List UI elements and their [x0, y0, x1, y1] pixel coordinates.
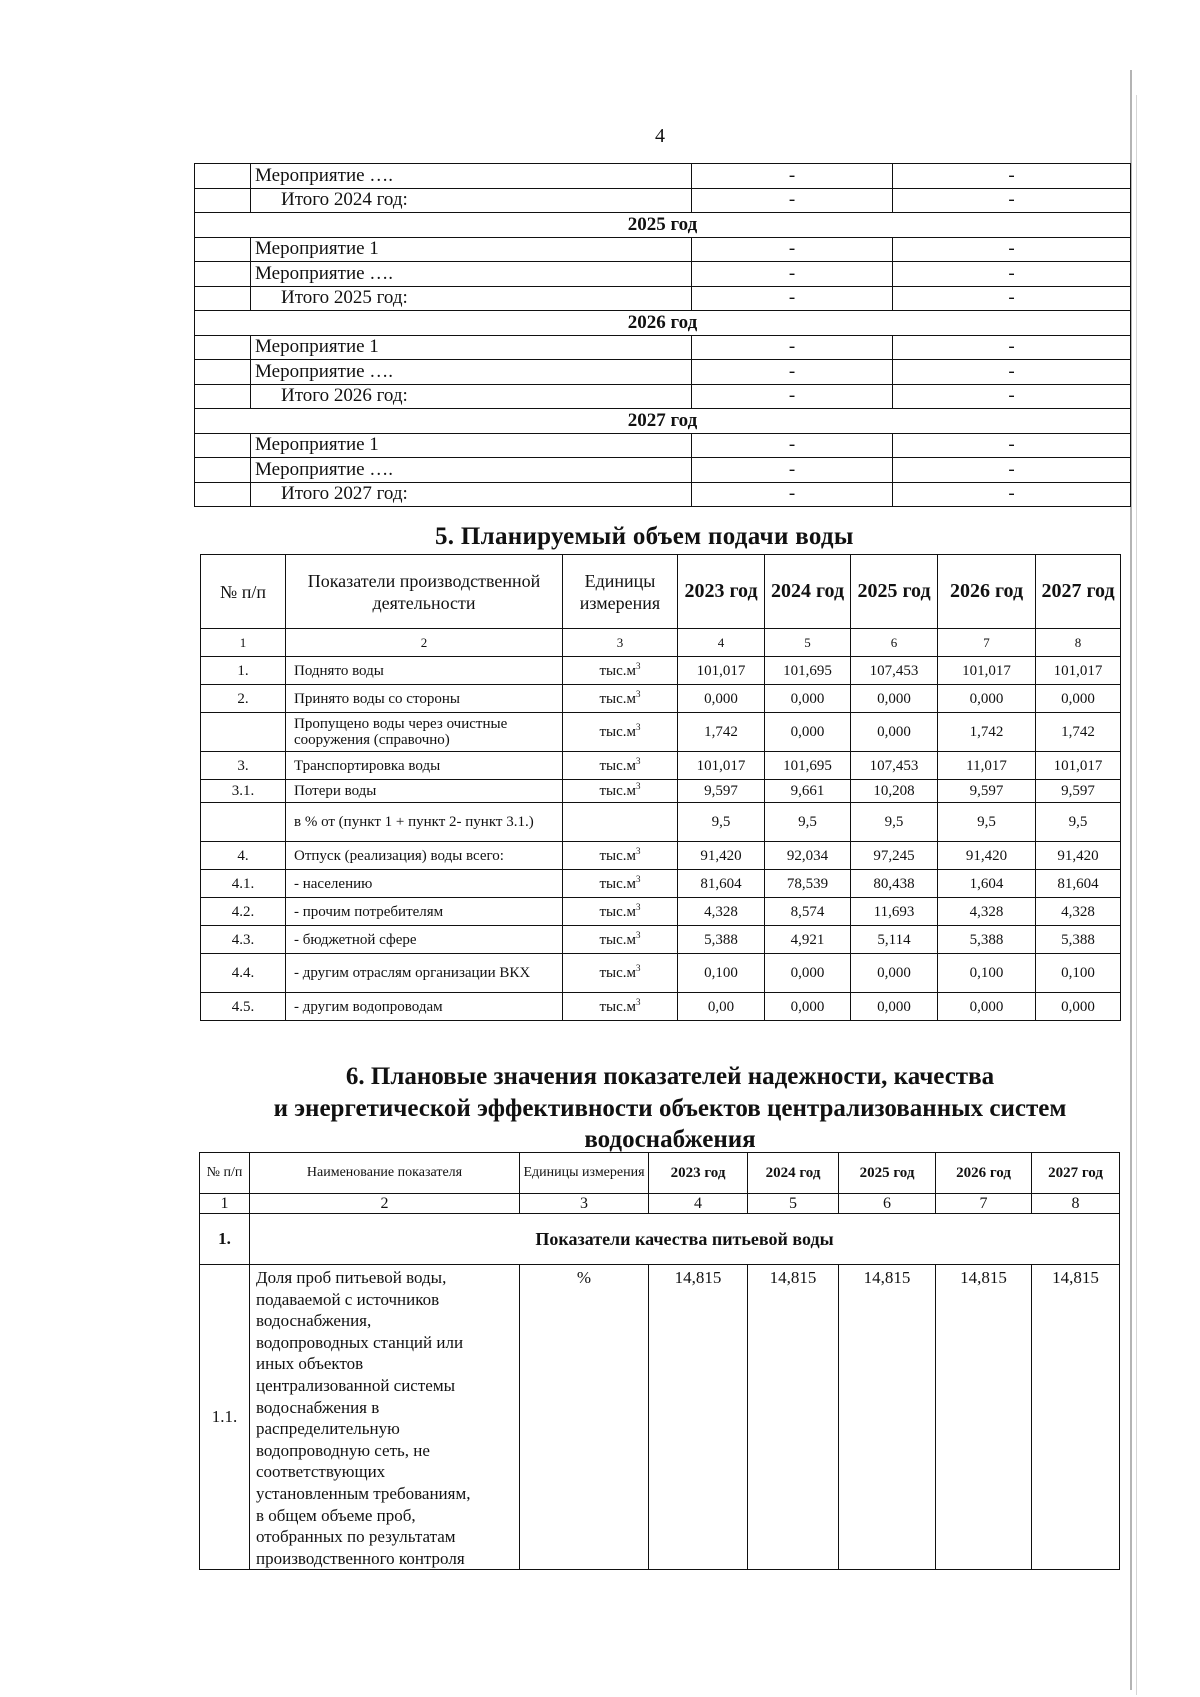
year-header-row: [195, 409, 1131, 434]
ind-index-cell: 8: [1032, 1194, 1120, 1214]
activity-row: [195, 164, 1131, 189]
activity-row: [195, 237, 1131, 262]
value-2027: 0,000: [1036, 685, 1121, 713]
ind-data-row: [200, 1265, 1120, 1570]
activity-name: Мероприятие ….: [251, 360, 692, 385]
value-2026: 11,017: [938, 752, 1036, 780]
value-2026: 4,328: [938, 898, 1036, 926]
description-line: Доля проб питьевой воды,: [256, 1268, 447, 1287]
value-2023: 81,604: [678, 870, 765, 898]
value-2026: 9,5: [938, 803, 1036, 842]
value-2025: 5,114: [851, 926, 938, 954]
activity-name: Мероприятие 1: [251, 433, 692, 458]
table-row: [201, 954, 1121, 993]
year-label: 2025 год: [195, 213, 1131, 238]
row-number: 4.: [201, 842, 286, 870]
row-label: Пропущено воды через очистные сооружения (справочно): [286, 713, 563, 752]
row-label: Потери воды: [286, 780, 563, 803]
activity-value-2: -: [893, 286, 1131, 311]
table-row: [201, 898, 1121, 926]
unit-superscript: 3: [636, 873, 641, 884]
activities-table: [194, 163, 1131, 507]
page-number: 4: [655, 125, 665, 147]
activity-value-1: -: [692, 482, 893, 507]
value-2023: 101,017: [678, 752, 765, 780]
row-unit: [563, 954, 678, 993]
ind-value-2024: 14,815: [748, 1265, 839, 1570]
row-label: в % от (пункт 1 + пункт 2- пункт 3.1.): [286, 803, 563, 842]
section-6-heading-line1: 6. Плановые значения показателей надежности, качества: [345, 1063, 995, 1090]
activity-row: [195, 458, 1131, 483]
unit-superscript: 3: [636, 755, 641, 766]
ind-col-header-unit: Единицы измерения: [520, 1153, 649, 1194]
ind-index-cell: 7: [936, 1194, 1032, 1214]
activity-value-2: -: [893, 188, 1131, 213]
table-row: [201, 713, 1121, 752]
description-line: в общем объеме проб,: [256, 1505, 416, 1525]
value-2025: 107,453: [851, 752, 938, 780]
value-2025: 0,000: [851, 713, 938, 752]
row-number: 2.: [201, 685, 286, 713]
unit-text: тыс.м: [599, 757, 637, 774]
ind-section-number: 1.: [200, 1214, 250, 1265]
row-label: - прочим потребителям: [286, 898, 563, 926]
value-2023: 0,00: [678, 993, 765, 1021]
row-label: Отпуск (реализация) воды всего:: [286, 842, 563, 870]
row-unit: [563, 993, 678, 1021]
value-2023: 4,328: [678, 898, 765, 926]
unit-text: тыс.м: [599, 875, 637, 892]
row-unit: [563, 898, 678, 926]
ind-index-cell: 3: [520, 1194, 649, 1214]
activity-value-2: -: [893, 384, 1131, 409]
activity-name: Мероприятие 1: [251, 335, 692, 360]
activity-name: Мероприятие ….: [251, 458, 692, 483]
ind-col-header-name: Наименование показателя: [250, 1153, 520, 1194]
value-2026: 0,000: [938, 993, 1036, 1021]
unit-text: тыс.м: [599, 903, 637, 920]
value-2023: 9,5: [678, 803, 765, 842]
description-line: соответствующих: [256, 1462, 386, 1482]
ind-value-2025: 14,815: [839, 1265, 936, 1570]
row-number: 4.4.: [201, 954, 286, 993]
activity-name: Мероприятие ….: [251, 164, 692, 189]
col-header-num: № п/п: [201, 555, 286, 629]
value-2027: 101,017: [1036, 657, 1121, 685]
unit-superscript: 3: [636, 901, 641, 912]
value-2023: 1,742: [678, 713, 765, 752]
row-number: 4.1.: [201, 870, 286, 898]
value-2026: 0,000: [938, 685, 1036, 713]
ind-section-title: Показатели качества питьевой воды: [250, 1214, 1120, 1265]
value-2026: 91,420: [938, 842, 1036, 870]
section-6-heading-line3: водоснабжения: [584, 1126, 756, 1153]
activity-value-1: -: [692, 164, 893, 189]
ind-col-header-2024: 2024 год: [748, 1153, 839, 1194]
value-2027: 9,597: [1036, 780, 1121, 803]
ind-row-description: [250, 1265, 520, 1570]
activity-value-1: -: [692, 237, 893, 262]
row-label: Поднято воды: [286, 657, 563, 685]
description-line: установленным требованиям,: [256, 1483, 471, 1503]
year-total-row: [195, 482, 1131, 507]
ind-col-header-2025: 2025 год: [839, 1153, 936, 1194]
value-2027: 4,328: [1036, 898, 1121, 926]
ind-index-row: [200, 1194, 1120, 1214]
value-2027: 9,5: [1036, 803, 1121, 842]
total-label: Итого 2026 год:: [251, 384, 692, 409]
value-2027: 1,742: [1036, 713, 1121, 752]
activity-num-cell: [195, 335, 251, 360]
activity-value-1: -: [692, 433, 893, 458]
col-header-unit: Единицы измерения: [563, 555, 678, 629]
ind-value-2027: 14,815: [1032, 1265, 1120, 1570]
year-total-row: [195, 384, 1131, 409]
col-header-2024: 2024 год: [765, 555, 851, 629]
row-number: 1.: [201, 657, 286, 685]
value-2024: 0,000: [765, 993, 851, 1021]
unit-text: тыс.м: [599, 847, 637, 864]
ind-row-number: 1.1.: [200, 1265, 250, 1570]
total-label: Итого 2024 год:: [251, 188, 692, 213]
row-unit: [563, 657, 678, 685]
activity-row: [195, 262, 1131, 287]
col-header-2025: 2025 год: [851, 555, 938, 629]
year-total-row: [195, 286, 1131, 311]
unit-superscript: 3: [636, 722, 641, 732]
description-line: производственного контроля: [256, 1548, 465, 1568]
year-total-row: [195, 188, 1131, 213]
activity-num-cell: [195, 262, 251, 287]
value-2025: 80,438: [851, 870, 938, 898]
value-2026: 9,597: [938, 780, 1036, 803]
activity-value-1: -: [692, 262, 893, 287]
value-2025: 107,453: [851, 657, 938, 685]
value-2024: 0,000: [765, 954, 851, 993]
total-label: Итого 2025 год:: [251, 286, 692, 311]
index-cell: 7: [938, 629, 1036, 657]
index-row: [201, 629, 1121, 657]
year-label: 2026 год: [195, 311, 1131, 336]
value-2026: 0,100: [938, 954, 1036, 993]
unit-superscript: 3: [636, 929, 641, 940]
table-row: [201, 870, 1121, 898]
value-2026: 1,604: [938, 870, 1036, 898]
unit-text: тыс.м: [599, 690, 637, 707]
activity-value-2: -: [893, 335, 1131, 360]
activity-value-2: -: [893, 262, 1131, 287]
value-2023: 0,100: [678, 954, 765, 993]
activity-value-2: -: [893, 458, 1131, 483]
row-number: 4.5.: [201, 993, 286, 1021]
activity-value-2: -: [893, 360, 1131, 385]
value-2025: 10,208: [851, 780, 938, 803]
activity-num-cell: [195, 286, 251, 311]
row-number: 3.1.: [201, 780, 286, 803]
table-row: [201, 926, 1121, 954]
unit-text: тыс.м: [599, 965, 637, 981]
row-unit: [563, 870, 678, 898]
unit-text: тыс.м: [599, 662, 637, 679]
unit-text: тыс.м: [599, 931, 637, 948]
row-label: - бюджетной сфере: [286, 926, 563, 954]
value-2026: 5,388: [938, 926, 1036, 954]
activity-num-cell: [195, 237, 251, 262]
year-header-row: [195, 311, 1131, 336]
col-header-indicator: Показатели производственной деятельности: [286, 555, 563, 629]
row-number: 4.3.: [201, 926, 286, 954]
row-unit: [563, 780, 678, 803]
unit-superscript: 3: [636, 845, 641, 856]
ind-section-row: [200, 1214, 1120, 1265]
value-2025: 97,245: [851, 842, 938, 870]
row-label: - другим отраслям организации ВКХ: [286, 954, 563, 993]
ind-col-header-num: № п/п: [200, 1153, 250, 1194]
section-5-heading: 5. Планируемый объем подачи воды: [435, 523, 854, 550]
index-cell: 8: [1036, 629, 1121, 657]
activity-row: [195, 433, 1131, 458]
col-header-2026: 2026 год: [938, 555, 1036, 629]
value-2024: 78,539: [765, 870, 851, 898]
activity-value-2: -: [893, 433, 1131, 458]
index-cell: 2: [286, 629, 563, 657]
ind-row-unit: %: [520, 1265, 649, 1570]
description-line: водопроводную сеть, не: [256, 1440, 430, 1460]
index-cell: 3: [563, 629, 678, 657]
unit-text: тыс.м: [599, 783, 637, 799]
value-2024: 0,000: [765, 713, 851, 752]
activity-value-1: -: [692, 335, 893, 360]
value-2024: 101,695: [765, 657, 851, 685]
value-2023: 91,420: [678, 842, 765, 870]
value-2026: 1,742: [938, 713, 1036, 752]
ind-index-cell: 4: [649, 1194, 748, 1214]
section-6-heading-line2: и энергетической эффективности объектов централизованных систем: [273, 1095, 1067, 1122]
row-number: 4.2.: [201, 898, 286, 926]
unit-superscript: 3: [636, 781, 641, 791]
value-2023: 9,597: [678, 780, 765, 803]
description-line: водоснабжения,: [256, 1311, 372, 1331]
value-2023: 101,017: [678, 657, 765, 685]
total-label: Итого 2027 год:: [251, 482, 692, 507]
row-number: [201, 803, 286, 842]
unit-text: тыс.м: [599, 724, 637, 740]
value-2027: 5,388: [1036, 926, 1121, 954]
description-line: водопроводных станций или: [256, 1332, 464, 1352]
description-line: водоснабжения в: [256, 1397, 380, 1417]
activity-value-1: -: [692, 188, 893, 213]
value-2024: 0,000: [765, 685, 851, 713]
value-2024: 8,574: [765, 898, 851, 926]
value-2025: 9,5: [851, 803, 938, 842]
row-number: 3.: [201, 752, 286, 780]
table-row: [201, 993, 1121, 1021]
table-row: [201, 780, 1121, 803]
row-unit: [563, 713, 678, 752]
activity-value-2: -: [893, 482, 1131, 507]
activity-name: Мероприятие 1: [251, 237, 692, 262]
table-row: [201, 752, 1121, 780]
ind-col-header-2023: 2023 год: [649, 1153, 748, 1194]
unit-superscript: 3: [636, 963, 641, 973]
description-line: распределительную: [256, 1419, 400, 1439]
row-label: Принято воды со стороны: [286, 685, 563, 713]
row-label: Транспортировка воды: [286, 752, 563, 780]
row-unit: [563, 803, 678, 842]
activity-value-2: -: [893, 164, 1131, 189]
index-cell: 6: [851, 629, 938, 657]
ind-col-header-2026: 2026 год: [936, 1153, 1032, 1194]
index-cell: 1: [201, 629, 286, 657]
indicators-table: [199, 1152, 1120, 1570]
index-cell: 5: [765, 629, 851, 657]
value-2027: 101,017: [1036, 752, 1121, 780]
unit-superscript: 3: [636, 688, 641, 699]
ind-index-cell: 5: [748, 1194, 839, 1214]
row-unit: [563, 752, 678, 780]
row-unit: [563, 842, 678, 870]
activity-num-cell: [195, 188, 251, 213]
activity-num-cell: [195, 458, 251, 483]
row-number: [201, 713, 286, 752]
value-2027: 0,000: [1036, 993, 1121, 1021]
table-row: [201, 803, 1121, 842]
activity-row: [195, 360, 1131, 385]
activity-value-2: -: [893, 237, 1131, 262]
value-2024: 9,661: [765, 780, 851, 803]
value-2027: 91,420: [1036, 842, 1121, 870]
value-2027: 81,604: [1036, 870, 1121, 898]
value-2026: 101,017: [938, 657, 1036, 685]
value-2023: 0,000: [678, 685, 765, 713]
ind-index-cell: 2: [250, 1194, 520, 1214]
activity-num-cell: [195, 164, 251, 189]
value-2025: 0,000: [851, 954, 938, 993]
index-cell: 4: [678, 629, 765, 657]
value-2027: 0,100: [1036, 954, 1121, 993]
value-2025: 0,000: [851, 993, 938, 1021]
activity-num-cell: [195, 482, 251, 507]
unit-superscript: 3: [636, 660, 641, 671]
table-row: [201, 842, 1121, 870]
activity-value-1: -: [692, 360, 893, 385]
row-label: - населению: [286, 870, 563, 898]
col-header-2023: 2023 год: [678, 555, 765, 629]
water-supply-table: [200, 554, 1121, 1021]
ind-value-2026: 14,815: [936, 1265, 1032, 1570]
activity-num-cell: [195, 360, 251, 385]
description-line: иных объектов: [256, 1354, 364, 1374]
activity-value-1: -: [692, 384, 893, 409]
row-unit: [563, 685, 678, 713]
value-2024: 101,695: [765, 752, 851, 780]
description-line: подаваемой с источников: [256, 1289, 440, 1309]
ind-col-header-2027: 2027 год: [1032, 1153, 1120, 1194]
activity-value-1: -: [692, 458, 893, 483]
description-line: отобранных по результатам: [256, 1527, 456, 1547]
description-line: централизованной системы: [256, 1375, 456, 1395]
ind-index-cell: 1: [200, 1194, 250, 1214]
activity-value-1: -: [692, 286, 893, 311]
value-2024: 9,5: [765, 803, 851, 842]
value-2024: 92,034: [765, 842, 851, 870]
table-row: [201, 685, 1121, 713]
value-2025: 11,693: [851, 898, 938, 926]
scan-edge-line-secondary: [1136, 95, 1137, 1695]
row-label: - другим водопроводам: [286, 993, 563, 1021]
ind-index-cell: 6: [839, 1194, 936, 1214]
col-header-2027: 2027 год: [1036, 555, 1121, 629]
activity-name: Мероприятие ….: [251, 262, 692, 287]
year-label: 2027 год: [195, 409, 1131, 434]
value-2025: 0,000: [851, 685, 938, 713]
ind-value-2023: 14,815: [649, 1265, 748, 1570]
activity-num-cell: [195, 384, 251, 409]
activity-num-cell: [195, 433, 251, 458]
unit-superscript: 3: [636, 996, 641, 1007]
row-unit: [563, 926, 678, 954]
unit-text: тыс.м: [599, 998, 637, 1015]
table-row: [201, 657, 1121, 685]
activity-row: [195, 335, 1131, 360]
value-2023: 5,388: [678, 926, 765, 954]
value-2024: 4,921: [765, 926, 851, 954]
year-header-row: [195, 213, 1131, 238]
